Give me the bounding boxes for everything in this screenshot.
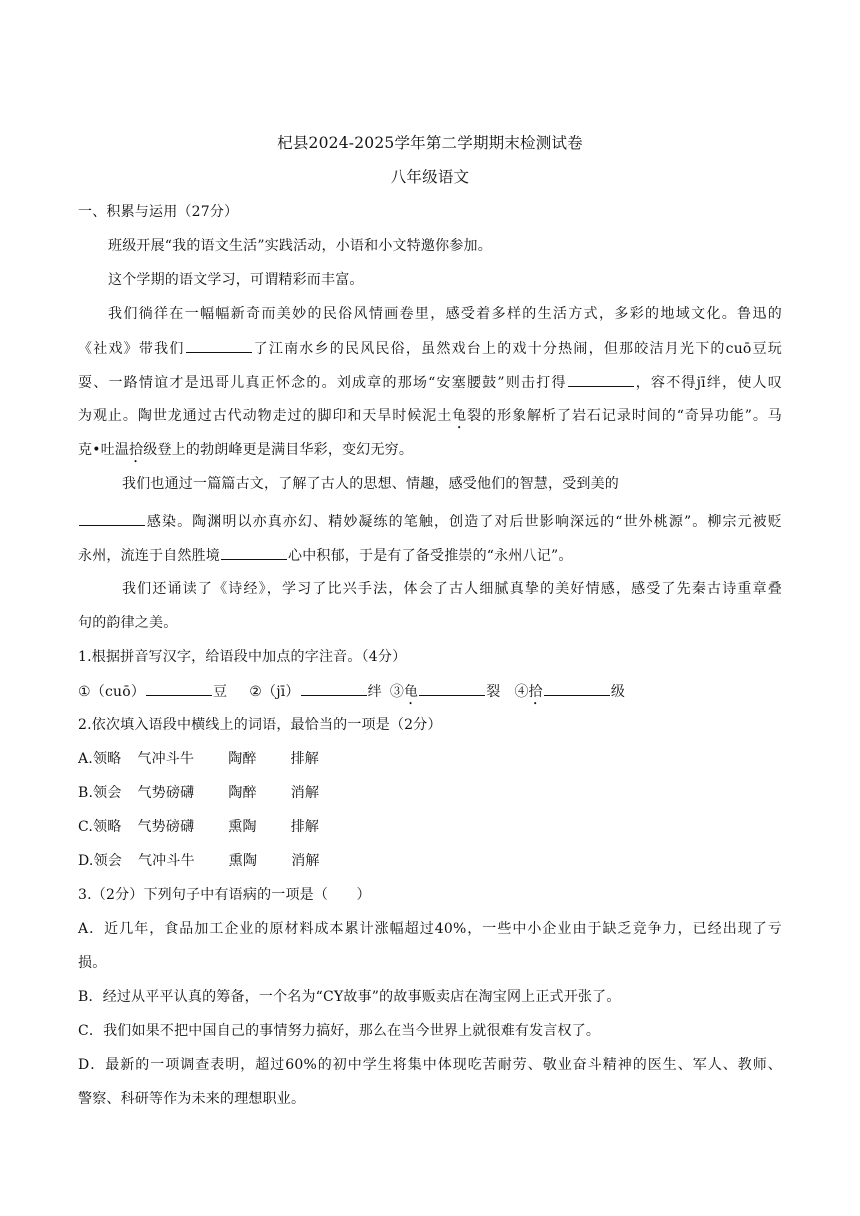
- question-3-option-b: B．经过从平平认真的筹备，一个名为“CY故事”的故事贩卖店在淘宝网上正式开张了。: [78, 989, 621, 1005]
- question-1-stem: 1.根据拼音写汉字，给语段中加点的字注音。（4分）: [78, 649, 407, 665]
- question-2-stem: 2.依次填入语段中横线上的词语，最恰当的一项是（2分）: [78, 717, 442, 733]
- blank-2: [568, 372, 634, 387]
- question-3-option-d-line-2: 警察、科研等作为未来的理想职业。: [78, 1091, 306, 1107]
- para1-line-1: 我们徜徉在一幅幅新奇而美妙的民俗风情画卷里，感受着多样的生活方式，多彩的地域文化。鲁迅的: [108, 306, 782, 322]
- question-2-option-c: C.领略 气势磅礴 熏陶 排解: [78, 819, 320, 835]
- exam-subtitle: 八年级语文: [390, 168, 470, 186]
- question-1-answers: ①（cuō） 豆 ②（jī） 绊 ③龟 裂 ④拾 级: [78, 681, 625, 708]
- question-2-option-b: B.领会 气势磅礴 陶醉 消解: [78, 785, 320, 801]
- para1-line-2: 《社戏》带我们 了江南水乡的民风民俗，虽然戏台上的戏十分热闹，但那皎洁月光下的cuō豆玩: [78, 338, 782, 359]
- blank-3: [79, 511, 145, 526]
- para2-line-1: 我们也通过一篇篇古文，了解了古人的思想、情趣，感受他们的智慧，受到美的: [122, 476, 619, 492]
- answer-blank-2: [301, 681, 367, 696]
- blank-1: [186, 338, 252, 353]
- intro-line-2: 这个学期的语文学习，可谓精彩而丰富。: [108, 272, 364, 288]
- blank-4: [221, 545, 287, 560]
- para3-line-1: 我们还诵读了《诗经》，学习了比兴手法，体会了古人细腻真挚的美好情感，感受了先秦古诗重章叠: [122, 581, 782, 597]
- para3-line-2: 句的韵律之美。: [78, 615, 178, 631]
- para2-line-2: 感染。陶渊明以亦真亦幻、精妙凝练的笔触，创造了对后世影响深远的“世外桃源”。柳宗元被贬: [78, 511, 782, 532]
- para2-line-3: 永州，流连于自然胜境 心中积郁，于是有了备受推崇的“永州八记”。: [78, 545, 573, 566]
- answer-blank-3: [419, 681, 485, 696]
- question-3-stem: 3.（2分）下列句子中有语病的一项是（ ）: [78, 887, 371, 903]
- question-3-option-a-line-1: A．近几年，食品加工企业的原材料成本累计涨幅超过40%，一些中小企业由于缺乏竞争力，已经出现了亏: [78, 921, 782, 937]
- para1-line-3: 耍、一路情谊才是迅哥儿真正怀念的。刘成章的那场“安塞腰鼓”则击打得 ，容不得jī绊，使人叹: [78, 372, 782, 393]
- question-3-option-c: C．我们如果不把中国自己的事情努力搞好，那么在当今世界上就很难有发言权了。: [78, 1023, 601, 1039]
- para1-line-4: 为观止。陶世龙通过古代动物走过的脚印和天旱时候泥土龟裂的形象解析了岩石记录时间的“奇异功能”。马: [78, 408, 783, 424]
- question-3-option-a-line-2: 损。: [78, 955, 107, 971]
- question-2-option-a: A.领略 气冲斗牛 陶醉 排解: [78, 751, 319, 767]
- dotted-char-gui: 龟: [452, 408, 468, 424]
- question-2-option-d: D.领会 气冲斗牛 熏陶 消解: [78, 853, 320, 869]
- para1-line-5: 克•吐温拾级登上的勃朗峰更是满目华彩，变幻无穷。: [78, 442, 414, 458]
- dotted-char-she: 拾: [129, 442, 144, 458]
- answer-blank-4: [544, 681, 610, 696]
- section-heading: 一、积累与运用（27分）: [78, 204, 239, 220]
- exam-title: 杞县2024-2025学年第二学期期末检测试卷: [277, 134, 583, 152]
- intro-line-1: 班级开展“我的语文生活”实践活动，小语和小文特邀你参加。: [108, 238, 492, 254]
- question-3-option-d-line-1: D．最新的一项调查表明，超过60%的初中学生将集中体现吃苦耐劳、敬业奋斗精神的医生、军人、教师、: [78, 1057, 782, 1073]
- answer-blank-1: [146, 681, 212, 696]
